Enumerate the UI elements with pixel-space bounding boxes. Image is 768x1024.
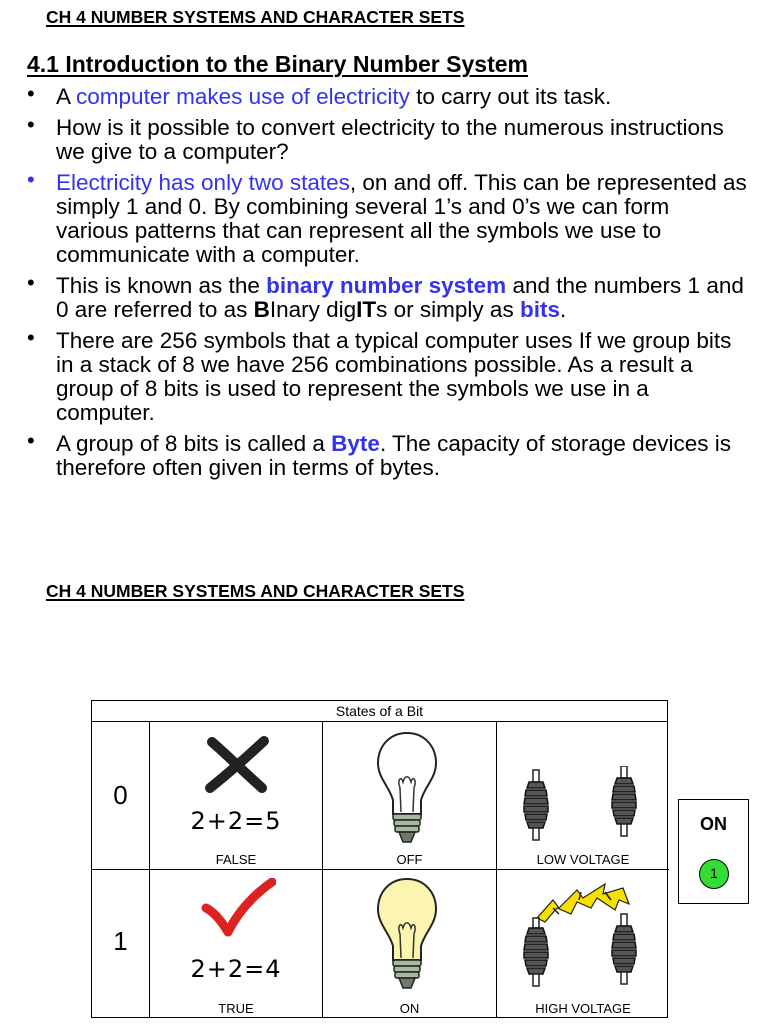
bullet-dot-icon: • [27, 428, 35, 453]
text-run: to carry out its task. [409, 84, 612, 109]
digit-cell-1 [92, 870, 150, 1018]
bullet-item [27, 167, 747, 267]
text-run: , on and off. This can be represented as simply 1 and 0. By combining several 1’s and 0’s we can form various patterns that can represent all the symbols we use to communicate with a computer. [56, 170, 747, 267]
false-equation: 2+2=5 [190, 807, 282, 835]
text-run: and the numbers 1 and 0 are referred to as [56, 273, 744, 322]
false-cell [150, 722, 323, 870]
on-indicator [678, 799, 749, 904]
digit-cell-0 [92, 722, 150, 870]
spark-terminals-icon [519, 878, 649, 998]
text-run: Inary dig [269, 297, 357, 322]
low-voltage-cell [497, 722, 669, 870]
highlight-text: bits [519, 297, 560, 322]
caption-high-voltage: HIGH VOLTAGE [535, 1001, 631, 1016]
highlight-text: Electricity has only two states [56, 170, 350, 195]
bulb-off-cell [323, 722, 497, 870]
bullet-item [27, 428, 747, 480]
text-run: s or simply as [376, 297, 520, 322]
text-run: A group of 8 bits is called a [56, 431, 332, 456]
cross-icon [204, 736, 270, 794]
caption-true: TRUE [218, 1001, 254, 1016]
chapter-heading-second: CH 4 NUMBER SYSTEMS AND CHARACTER SETS [46, 581, 465, 601]
caption-off: OFF [396, 852, 423, 867]
highlight-text: computer makes use of electricity [76, 84, 410, 109]
bullet-list [27, 81, 747, 487]
text-run: This is known as the [56, 273, 267, 298]
emphasis-text: IT [356, 297, 377, 322]
bullet-dot-icon: • [27, 81, 35, 106]
bullet-dot-icon: • [27, 325, 35, 350]
lightbulb-off-icon [375, 730, 439, 848]
caption-false: FALSE [215, 852, 257, 867]
states-of-a-bit-table [91, 700, 668, 1018]
chapter-heading: CH 4 NUMBER SYSTEMS AND CHARACTER SETS [46, 7, 465, 27]
highlight-text: binary number system [266, 273, 507, 298]
bullet-item [27, 325, 747, 425]
bullet-dot-icon: • [27, 112, 35, 137]
bullet-item [27, 112, 747, 164]
section-title: 4.1 Introduction to the Binary Number System [27, 51, 528, 77]
caption-low-voltage: LOW VOLTAGE [536, 852, 630, 867]
text-run: . [559, 297, 567, 322]
text-run: . The capacity of storage devices is therefore often given in terms of bytes. [56, 431, 731, 480]
bullet-dot-icon: • [27, 167, 35, 192]
digit-one: 1 [113, 926, 128, 956]
table-title: States of a Bit [92, 701, 667, 722]
bulb-on-cell [323, 870, 497, 1018]
bullet-item [27, 81, 747, 109]
digit-zero: 0 [113, 780, 128, 810]
bullet-dot-icon: • [27, 270, 35, 295]
terminals-icon [519, 766, 649, 846]
checkmark-icon [200, 878, 276, 940]
text-run: There are 256 symbols that a typical computer uses If we group bits in a stack of 8 we have 256 combinations possible. As a result a group of 8 bits is used to represent the symbols we use in a computer. [56, 328, 732, 425]
emphasis-text: B [253, 297, 270, 322]
true-equation: 2+2=4 [190, 955, 282, 983]
caption-on: ON [399, 1001, 420, 1016]
high-voltage-cell [497, 870, 669, 1018]
text-run: How is it possible to convert electricity to the numerous instructions we give to a computer? [56, 115, 724, 164]
true-cell [150, 870, 323, 1018]
highlight-text: Byte [331, 431, 380, 456]
text-run: A [56, 84, 77, 109]
on-label: ON [700, 814, 727, 834]
bullet-item [27, 270, 747, 322]
bit-value-circle: 1 [699, 859, 729, 889]
lightbulb-on-icon [375, 876, 439, 994]
